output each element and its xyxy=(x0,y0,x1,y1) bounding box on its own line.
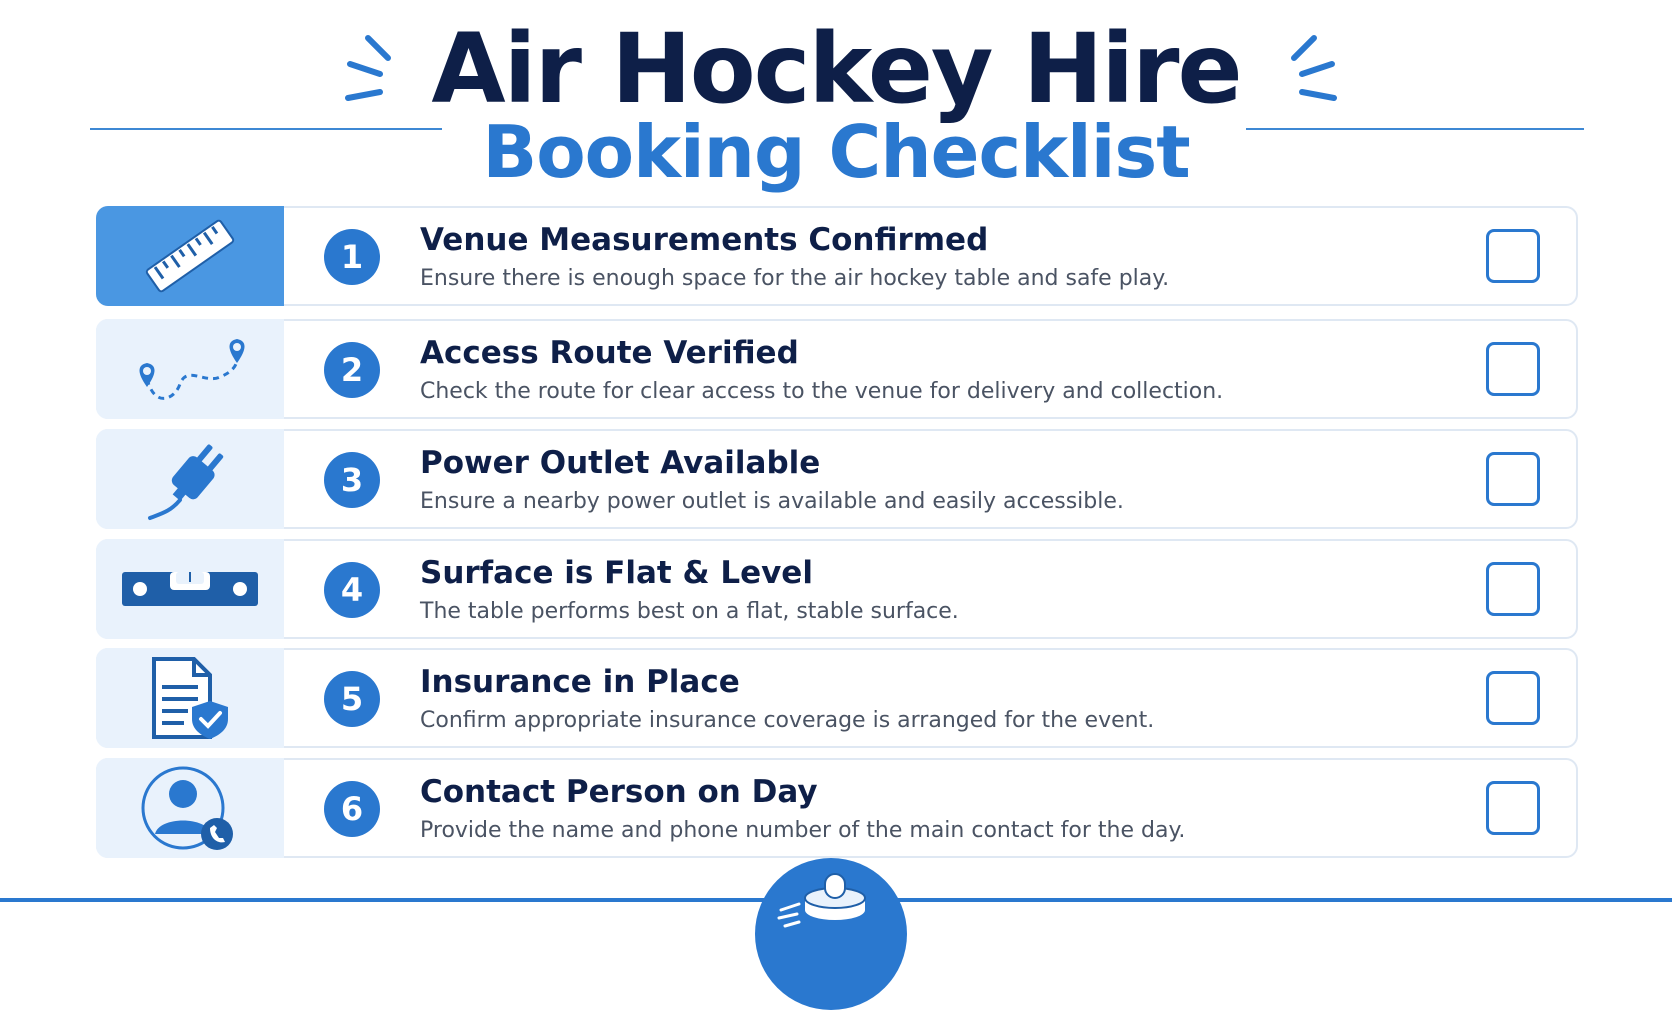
route-map-icon xyxy=(125,329,255,409)
item-title: Venue Measurements Confirmed xyxy=(420,222,989,258)
checkbox-contact-person[interactable] xyxy=(1486,781,1540,835)
item-description: Ensure there is enough space for the air hockey table and safe play. xyxy=(420,266,1170,291)
item-description: The table performs best on a flat, stable surface. xyxy=(420,599,959,624)
page-title: Air Hockey Hire xyxy=(431,13,1241,125)
checklist-row-venue-measurements xyxy=(96,206,1578,306)
row-icon-tile xyxy=(96,206,284,306)
step-number: 5 xyxy=(324,671,380,727)
row-icon-tile xyxy=(96,648,284,748)
row-icon-tile xyxy=(96,539,284,639)
checklist-row-insurance xyxy=(96,648,1578,748)
step-number: 1 xyxy=(324,229,380,285)
power-plug-icon xyxy=(140,434,240,524)
item-description: Ensure a nearby power outlet is available and easily accessible. xyxy=(420,489,1124,514)
item-title: Surface is Flat & Level xyxy=(420,555,813,591)
checkbox-flat-surface[interactable] xyxy=(1486,562,1540,616)
checkbox-venue-measurements[interactable] xyxy=(1486,229,1540,283)
page-subtitle: Booking Checklist xyxy=(482,110,1190,194)
checkbox-insurance[interactable] xyxy=(1486,671,1540,725)
page-header xyxy=(0,0,1672,200)
checkbox-power-outlet[interactable] xyxy=(1486,452,1540,506)
item-description: Check the route for clear access to the venue for delivery and collection. xyxy=(420,379,1224,404)
item-title: Insurance in Place xyxy=(420,664,740,700)
checklist-row-flat-surface xyxy=(96,539,1578,639)
row-icon-tile xyxy=(96,319,284,419)
spirit-level-icon xyxy=(120,564,260,614)
insurance-document-icon xyxy=(140,655,240,741)
step-number: 6 xyxy=(324,781,380,837)
item-title: Power Outlet Available xyxy=(420,445,821,481)
item-title: Contact Person on Day xyxy=(420,774,818,810)
row-icon-tile xyxy=(96,758,284,858)
checklist-row-power-outlet xyxy=(96,429,1578,529)
checklist-row-access-route xyxy=(96,319,1578,419)
checklist-row-contact-person xyxy=(96,758,1578,858)
contact-person-icon xyxy=(135,762,245,854)
item-description: Provide the name and phone number of the main contact for the day. xyxy=(420,818,1186,843)
step-number: 3 xyxy=(324,452,380,508)
row-icon-tile xyxy=(96,429,284,529)
air-hockey-puck-icon xyxy=(755,858,907,948)
ruler-icon xyxy=(135,211,245,301)
checkbox-access-route[interactable] xyxy=(1486,342,1540,396)
footer-badge xyxy=(755,858,907,1010)
item-title: Access Route Verified xyxy=(420,335,799,371)
step-number: 4 xyxy=(324,562,380,618)
item-description: Confirm appropriate insurance coverage is arranged for the event. xyxy=(420,708,1155,733)
step-number: 2 xyxy=(324,342,380,398)
